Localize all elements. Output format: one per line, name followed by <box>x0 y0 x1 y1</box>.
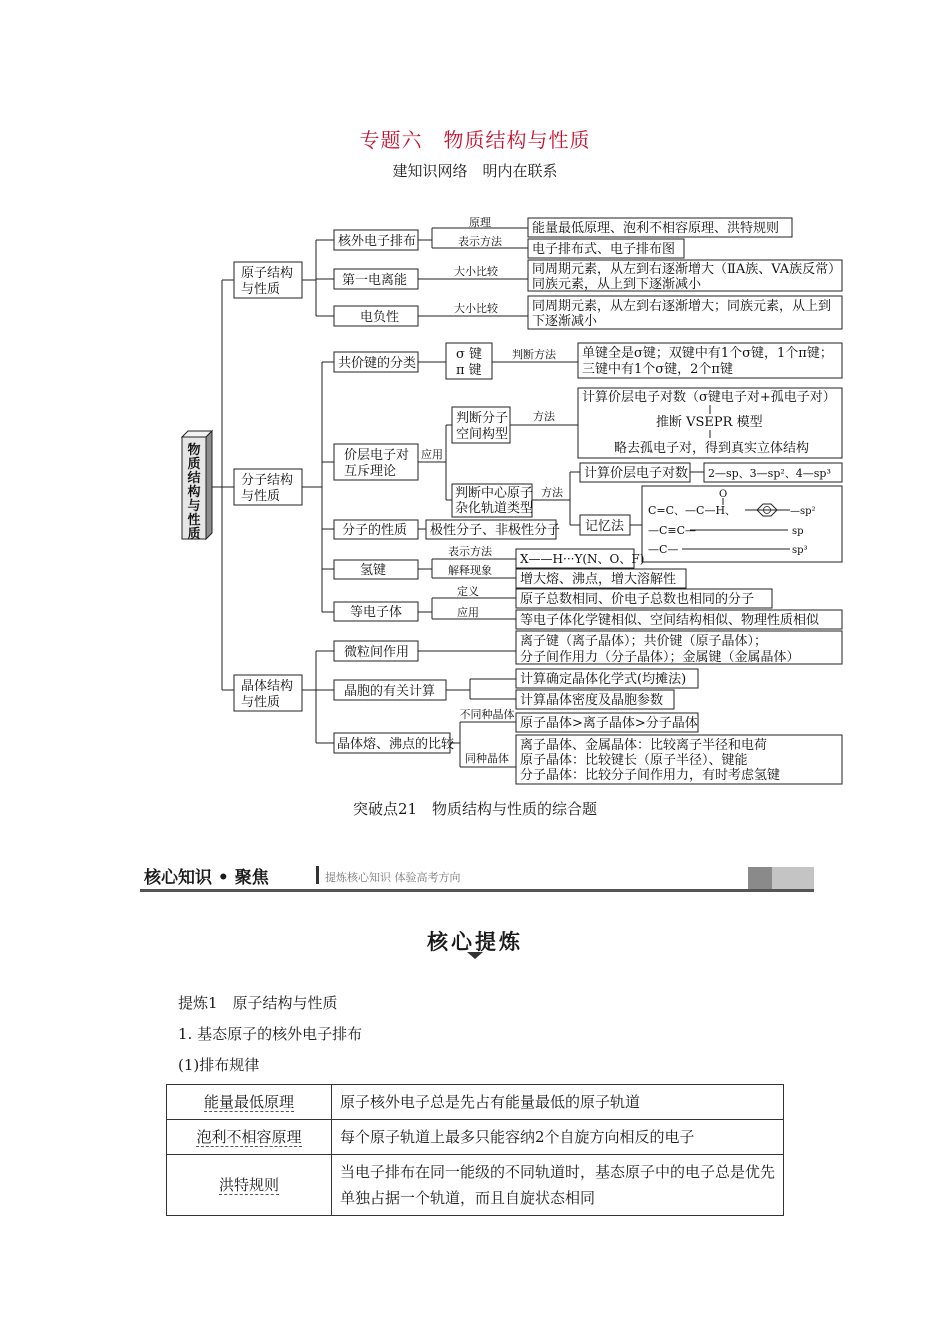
node-ionization-energy: 第一电离能 <box>342 273 408 288</box>
page-title: 专题六 物质结构与性质 <box>359 128 591 152</box>
node-vsepr-2: 互斥理论 <box>344 464 397 479</box>
branch-molecular-label-1: 分子结构 <box>241 473 294 488</box>
rule-desc: 当电子排布在同一能级的不同轨道时，基态原子中的电子总是优先单独占据一个轨道，而且自旋状态相同 <box>332 1155 784 1216</box>
paragraph-heading-1: 提炼1 原子结构与性质 <box>178 994 338 1012</box>
root-char-4: 构 <box>187 485 201 500</box>
key-hbond-phenomena: 解释现象 <box>448 564 492 577</box>
triangle-down-icon <box>467 952 483 959</box>
rules-table <box>166 1084 784 1216</box>
value-hybridization-calc: 计算价层电子对数 <box>584 466 689 481</box>
node-hydrogen-bond: 氢键 <box>360 563 387 578</box>
key-notation: 表示方法 <box>458 235 502 248</box>
root-char-1: 物 <box>187 443 201 458</box>
value-ionization-1: 同周期元素，从左到右逐渐增大（ⅡA族、VA族反常） <box>532 262 842 277</box>
value-cell-formula: 计算确定晶体化学式(均摊法) <box>520 672 687 687</box>
key-same-crystals: 同种晶体 <box>465 752 509 765</box>
value-principles: 能量最低原理、泡利不相容原理、洪特规则 <box>532 221 780 236</box>
band-title: 核心知识 • 聚焦 <box>144 868 269 888</box>
root-label <box>186 442 200 542</box>
value-geometry-step-1: 计算价层电子对数（σ键电子对+孤电子对） <box>582 390 836 405</box>
key-application: 应用 <box>421 448 443 461</box>
key-principle: 原理 <box>469 216 491 229</box>
value-interactions-2: 分子间作用力（分子晶体）；金属键（金属晶体） <box>520 650 800 665</box>
value-same-crystals-1: 离子晶体、金属晶体：比较离子半径和电荷 <box>520 738 768 753</box>
section-heading: 核心提炼 <box>427 930 523 954</box>
band-block-dark <box>748 867 772 889</box>
node-mnemonic: 记忆法 <box>585 519 625 534</box>
value-electronegativity-1: 同周期元素，从左到右逐渐增大；同族元素，从上到 <box>532 299 832 314</box>
key-ionization-compare: 大小比较 <box>454 265 498 278</box>
branch-crystal-label-1: 晶体结构 <box>241 679 294 694</box>
branch-atomic-label-1: 原子结构 <box>241 266 294 281</box>
root-char-7: 质 <box>187 527 201 542</box>
band-subtitle: 提炼核心知识 体验高考方向 <box>325 871 461 884</box>
key-iso-application: 应用 <box>457 606 479 619</box>
pi-bond: π 键 <box>456 363 482 378</box>
rule-desc: 每个原子轨道上最多只能容纳2个自旋方向相反的电子 <box>332 1120 784 1155</box>
value-ionization-2: 同族元素，从上到下逐渐减小 <box>532 277 702 292</box>
node-molecular-properties: 分子的性质 <box>342 523 408 538</box>
node-hybridization-1: 判断中心原子 <box>455 486 534 501</box>
memo-row-1: C=C、—C—H、 <box>648 504 737 517</box>
node-electronegativity: 电负性 <box>360 310 400 325</box>
root-char-2: 质 <box>187 457 201 472</box>
node-melting-compare: 晶体熔、沸点的比较 <box>337 737 455 752</box>
node-geometry-1: 判断分子 <box>456 411 509 426</box>
value-hbond-phenomena: 增大熔、沸点，增大溶解性 <box>520 572 677 587</box>
node-electron-config: 核外电子排布 <box>338 234 417 249</box>
band-block-light <box>772 867 814 889</box>
node-isoelectronic: 等电子体 <box>350 605 403 620</box>
paragraph-heading-3: (1)排布规律 <box>178 1056 260 1074</box>
value-polarity: 极性分子、非极性分子 <box>430 523 561 538</box>
value-bond-rule-1: 单键全是σ键；双键中有1个σ键，1个π键； <box>582 346 833 361</box>
node-covalent-classification: 共价键的分类 <box>338 356 417 371</box>
value-different-crystals: 原子晶体>离子晶体>分子晶体 <box>520 716 698 731</box>
key-geometry-method: 方法 <box>533 410 555 423</box>
section-caption: 突破点21 物质结构与性质的综合题 <box>352 800 598 818</box>
table-row <box>167 1085 784 1120</box>
value-same-crystals-3: 分子晶体：比较分子间作用力，有时考虑氢键 <box>520 768 781 783</box>
rule-desc: 原子核外电子总是先占有能量最低的原子轨道 <box>332 1085 784 1120</box>
value-electronegativity-2: 下逐渐减小 <box>532 314 598 329</box>
value-cell-density: 计算晶体密度及晶胞参数 <box>520 693 664 708</box>
key-judge-method: 判断方法 <box>512 348 556 361</box>
table-row <box>167 1120 784 1155</box>
root-char-5: 与 <box>187 499 201 514</box>
node-unit-cell-calc: 晶胞的有关计算 <box>344 684 436 699</box>
rule-name: 能量最低原理 <box>203 1093 294 1111</box>
branch-atomic-label-2: 与性质 <box>241 282 281 297</box>
node-vsepr-1: 价层电子对 <box>344 448 410 463</box>
value-bond-rule-2: 三键中有1个σ键，2个π键 <box>582 362 733 377</box>
page-subtitle: 建知识网络 明内在联系 <box>392 162 558 180</box>
node-hybridization-2: 杂化轨道类型 <box>455 501 534 516</box>
branch-molecular-label-2: 与性质 <box>241 489 281 504</box>
band-separator <box>316 866 319 884</box>
rule-name: 洪特规则 <box>218 1176 279 1194</box>
paragraph-heading-2: 1. 基态原子的核外电子排布 <box>178 1025 363 1043</box>
node-geometry-2: 空间构型 <box>456 427 509 442</box>
branch-crystal-label-2: 与性质 <box>241 695 281 710</box>
value-geometry-step-2: 推断 VSEPR 模型 <box>656 415 763 430</box>
value-iso-application: 等电子体化学键相似、空间结构相似、物理性质相似 <box>520 613 820 628</box>
sigma-bond: σ 键 <box>456 347 483 362</box>
value-geometry-step-3: 略去孤电子对，得到真实立体结构 <box>614 441 810 456</box>
key-hybridization-method: 方法 <box>541 486 563 499</box>
memo-row-2: —C≡C— <box>648 524 697 537</box>
memo-row-1-sp2: —sp² <box>790 506 816 517</box>
value-same-crystals-2: 原子晶体：比较键长（原子半径）、键能 <box>520 753 748 768</box>
band-rule <box>140 889 814 892</box>
node-particle-interactions: 微粒间作用 <box>344 645 410 660</box>
memo-row-2-sp: sp <box>792 526 804 537</box>
memo-row-3: —C— <box>648 543 679 556</box>
memo-row-3-sp3: sp³ <box>792 545 808 556</box>
memo-oxygen: O <box>719 489 728 500</box>
root-char-3: 结 <box>187 471 201 486</box>
rule-name: 泡利不相容原理 <box>196 1128 302 1146</box>
value-notation: 电子排布式、电子排布图 <box>532 242 676 257</box>
key-iso-definition: 定义 <box>457 585 479 598</box>
root-char-6: 性 <box>187 513 201 528</box>
value-hbond-notation: X——H···Y(N、O、F) <box>520 552 645 566</box>
key-electronegativity-compare: 大小比较 <box>454 302 498 315</box>
value-hybridization-result: 2—sp、3—sp²、4—sp³ <box>708 467 831 480</box>
table-row <box>167 1155 784 1216</box>
value-interactions-1: 离子键（离子晶体）；共价键（原子晶体）； <box>520 634 768 649</box>
key-different-crystals: 不同种晶体 <box>459 708 515 721</box>
key-hbond-notation: 表示方法 <box>448 545 492 558</box>
value-iso-definition: 原子总数相同、价电子总数也相同的分子 <box>520 592 755 607</box>
